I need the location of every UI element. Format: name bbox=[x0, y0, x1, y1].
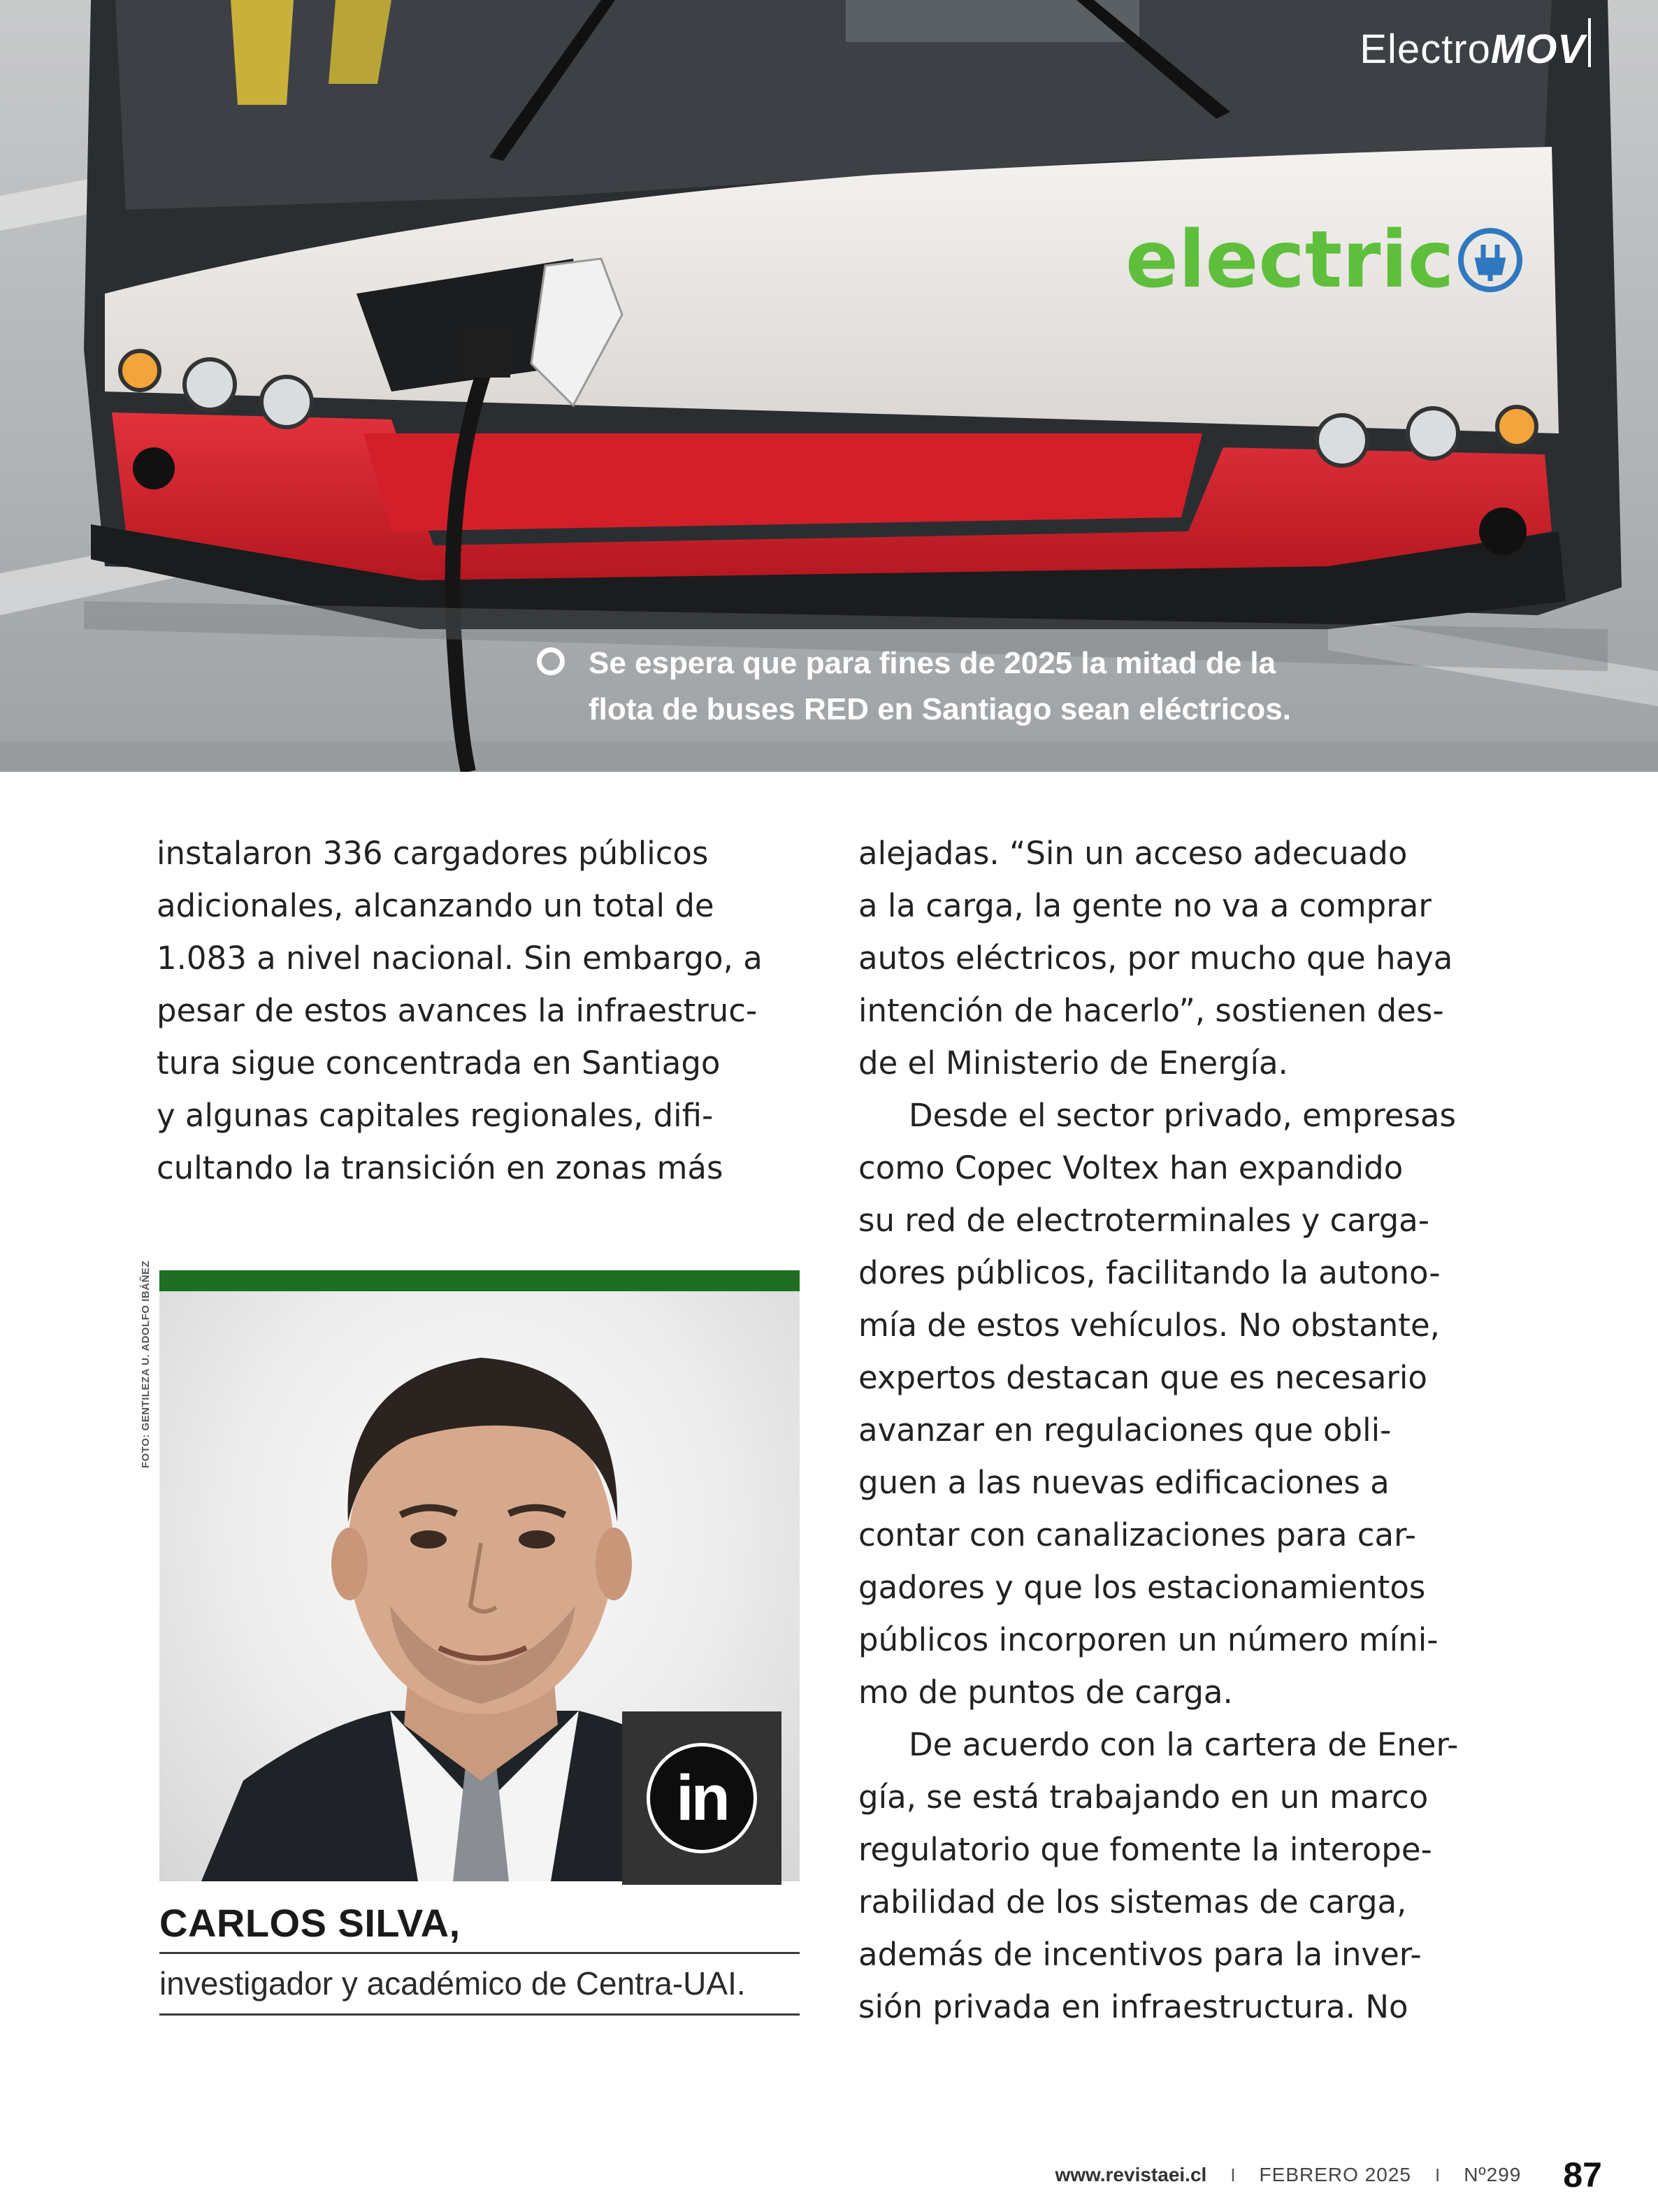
photo-credit: FOTO: GENTILEZA U. ADOLFO IBÁÑEZ bbox=[140, 1260, 152, 1468]
text-line: como Copec Voltex han expandido bbox=[858, 1149, 1404, 1186]
text-line: instalaron 336 cargadores públicos bbox=[157, 835, 709, 872]
text-line: y algunas capitales regionales, difi- bbox=[157, 1097, 714, 1134]
article-left-column bbox=[157, 827, 807, 1194]
text-line: tura sigue concentrada en Santiago bbox=[157, 1044, 721, 1082]
text-line: Desde el sector privado, empresas bbox=[909, 1097, 1456, 1134]
hero-photo bbox=[0, 0, 1658, 772]
section-tag bbox=[1360, 21, 1585, 77]
text-line: de el Ministerio de Energía. bbox=[858, 1044, 1288, 1082]
text-line: expertos destacan que es necesario bbox=[858, 1359, 1427, 1396]
text-line: guen a las nuevas edificaciones a bbox=[858, 1464, 1390, 1501]
text-line: mo de puntos de carga. bbox=[858, 1674, 1233, 1711]
caption-line: flota de buses RED en Santiago sean eléctricos. bbox=[589, 692, 1291, 726]
caption-text bbox=[589, 640, 1291, 733]
text-line: gadores y que los estacionamientos bbox=[858, 1569, 1426, 1606]
text-line: intención de hacerlo”, sostienen des- bbox=[858, 992, 1444, 1029]
text-line: a la carga, la gente no va a comprar bbox=[858, 887, 1432, 924]
person-role: investigador y académico de Centra-UAI. bbox=[159, 1965, 746, 2002]
text-line: su red de electroterminales y carga- bbox=[858, 1202, 1429, 1239]
section-tag-light: Electro bbox=[1360, 26, 1491, 72]
text-line: públicos incorporen un número míni- bbox=[858, 1621, 1439, 1658]
text-line: De acuerdo con la cartera de Ener- bbox=[909, 1726, 1459, 1763]
caption-line: Se espera que para fines de 2025 la mitad de la bbox=[589, 646, 1276, 680]
footer-date: FEBRERO 2025 bbox=[1259, 2164, 1411, 2185]
text-line: regulatorio que fomente la interope- bbox=[858, 1831, 1432, 1868]
section-tag-bold: MOV bbox=[1490, 26, 1585, 72]
text-line: pesar de estos avances la infraestruc- bbox=[157, 992, 758, 1029]
page-footer bbox=[1055, 2150, 1602, 2199]
photo-caption bbox=[537, 640, 1291, 733]
portrait-accent-bar bbox=[159, 1270, 800, 1291]
footer-issue: Nº299 bbox=[1464, 2164, 1522, 2185]
text-line: mía de estos vehículos. No obstante, bbox=[858, 1307, 1440, 1344]
footer-separator: I bbox=[1230, 2164, 1236, 2185]
text-line: gía, se está trabajando en un marco bbox=[858, 1779, 1429, 1816]
bus-electric-label: electric bbox=[1125, 215, 1455, 306]
footer-separator: I bbox=[1434, 2164, 1441, 2185]
text-line: alejadas. “Sin un acceso adecuado bbox=[858, 835, 1408, 872]
text-line: sión privada en infraestructura. No bbox=[858, 1988, 1408, 2025]
name-divider bbox=[159, 1952, 800, 1954]
text-line: dores públicos, facilitando la autono- bbox=[858, 1254, 1441, 1291]
text-line: 1.083 a nivel nacional. Sin embargo, a bbox=[157, 940, 763, 977]
caption-bullet-icon bbox=[537, 647, 565, 675]
section-tag-divider bbox=[1588, 18, 1591, 67]
person-name: CARLOS SILVA, bbox=[159, 1901, 461, 1945]
article-right-column bbox=[858, 827, 1508, 2033]
linkedin-badge[interactable] bbox=[622, 1711, 781, 1885]
text-line: rabilidad de los sistemas de carga, bbox=[858, 1883, 1407, 1920]
page-number: 87 bbox=[1563, 2155, 1602, 2195]
text-line: contar con canalizaciones para car- bbox=[858, 1516, 1416, 1553]
text-line: adicionales, alcanzando un total de bbox=[157, 887, 714, 924]
text-line: además de incentivos para la inver- bbox=[858, 1936, 1422, 1973]
text-line: avanzar en regulaciones que obli- bbox=[858, 1412, 1392, 1449]
role-divider bbox=[159, 2013, 800, 2016]
text-line: cultando la transición en zonas más bbox=[157, 1149, 723, 1186]
linkedin-icon: in bbox=[647, 1743, 757, 1853]
text-line: autos eléctricos, por mucho que haya bbox=[858, 940, 1453, 977]
footer-url[interactable]: www.revistaei.cl bbox=[1055, 2164, 1207, 2185]
